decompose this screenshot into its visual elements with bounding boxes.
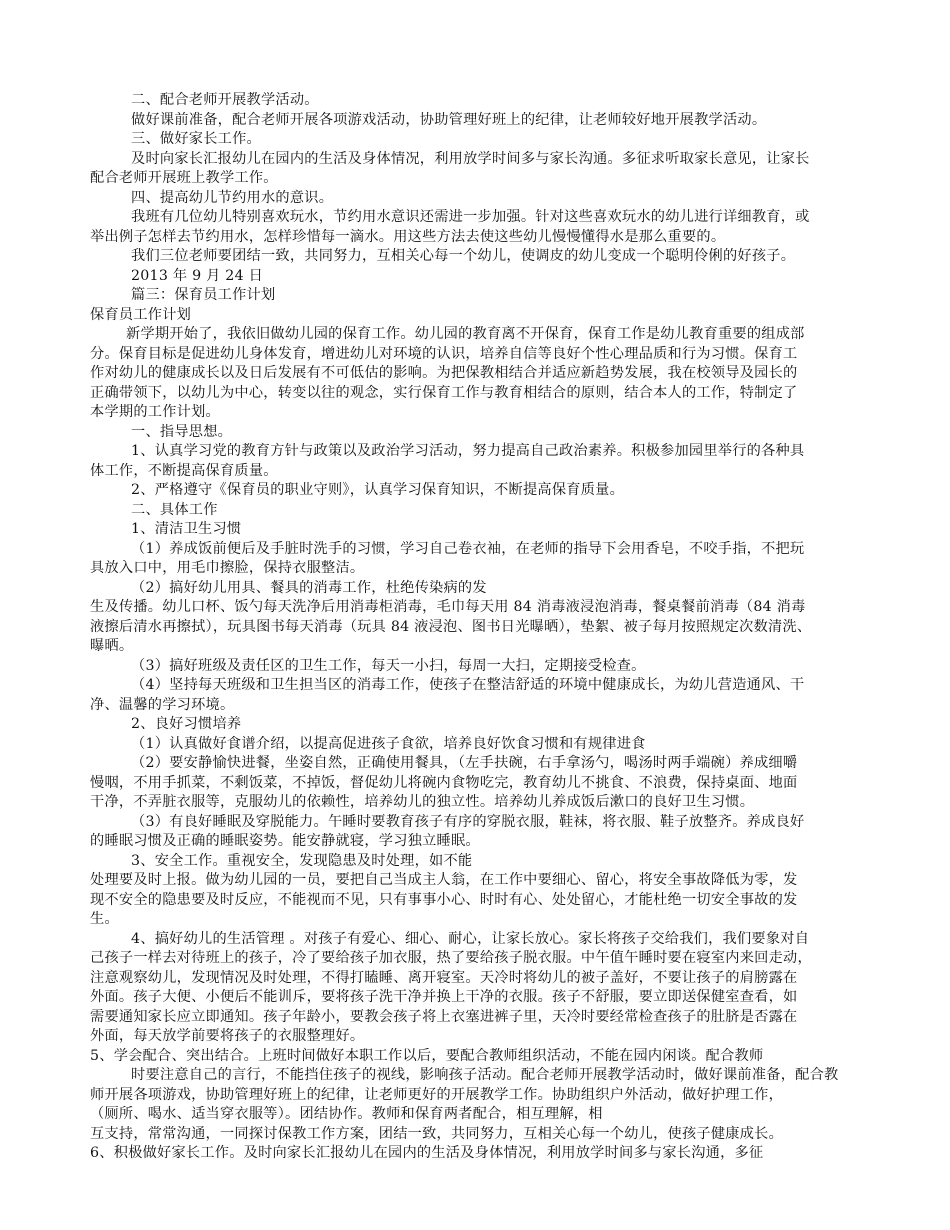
section-title: 篇三：保育员工作计划 bbox=[131, 287, 276, 303]
paragraph-line: 做好课前准备，配合老师开展各项游戏活动，协助管理好班上的纪律，让老师较好地开展教学活动。 bbox=[131, 112, 767, 128]
paragraph-line: 外面，每天放学前要将孩子的衣服整理好。 bbox=[90, 1028, 365, 1044]
paragraph-line: 及时向家长汇报幼儿在园内的生活及身体情况，利用放学时间多与家长沟通。多征求听取家长意见，让家长 bbox=[131, 151, 810, 167]
paragraph-line: 慢咽，不用手抓菜，不剩饭菜，不掉饭，督促幼儿将碗内食物吃完，教育幼儿不挑食、不浪费，保持桌面、地面 bbox=[90, 775, 798, 791]
paragraph-line: 具放入口中，用毛巾擦脸，保持衣服整洁。 bbox=[90, 560, 365, 576]
paragraph-line: 我们三位老师要团结一致，共同努力，互相关心每一个幼儿，使调皮的幼儿变成一个聪明伶俐的好孩子。 bbox=[131, 248, 796, 264]
paragraph-line: 生及传播。幼儿口杯、饭勺每天洗净后用消毒柜消毒，毛巾每天用 84 消毒液浸泡消毒，餐桌餐前消毒（84 消毒 bbox=[90, 599, 806, 615]
paragraph-line: 正确带领下，以幼儿为中心，转变以往的观念，实行保育工作与教育相结合的原则，结合本人的工作，特制定了 bbox=[90, 385, 798, 401]
paragraph-line: 处理要及时上报。做为幼儿园的一员，要把自己当成主人翁，在工作中要细心、留心，将安全事故降低为零，发 bbox=[90, 872, 798, 888]
paragraph-line: （1）认真做好食谱介绍，以提高促进孩子食欲，培养良好饮食习惯和有规律进食 bbox=[131, 736, 646, 752]
heading-water-saving: 四、提高幼儿节约用水的意识。 bbox=[131, 190, 334, 206]
date-line: 2013 年 9 月 24 日 bbox=[131, 268, 264, 284]
paragraph-line: 净、温馨的学习环境。 bbox=[90, 697, 235, 713]
document-title: 保育员工作计划 bbox=[90, 307, 192, 323]
paragraph-line: 曝晒。 bbox=[90, 638, 134, 654]
heading-specific-work: 二、具体工作 bbox=[131, 502, 218, 518]
paragraph-line: 需要通知家长应立即通知。孩子年龄小，要教会孩子将上衣塞进裤子里，天冷时要经常检查孩子的肚脐是否露在 bbox=[90, 1009, 798, 1025]
paragraph-line: 6、积极做好家长工作。及时向家长汇报幼儿在园内的生活及身体情况，利用放学时间多与家长沟通，多征 bbox=[90, 1145, 764, 1161]
paragraph-line: 生。 bbox=[90, 911, 119, 927]
paragraph-line: （3）有良好睡眠及穿脱能力。午睡时要教育孩子有序的穿脱衣服，鞋袜，将衣服、鞋子放整齐。养成良好 bbox=[131, 814, 805, 830]
paragraph-line: 己孩子一样去对待班上的孩子，冷了要给孩子加衣服，热了要给孩子脱衣服。中午值午睡时要在寝室内来回走动， bbox=[90, 950, 812, 966]
paragraph-line: 互支持，常常沟通，一同探讨保教工作方案，团结一致，共同努力，互相关心每一个幼儿，使孩子健康成长。 bbox=[90, 1126, 784, 1142]
paragraph-line: 2、严格遵守《保育员的职业守则》，认真学习保育知识，不断提高保育质量。 bbox=[131, 482, 625, 498]
paragraph-line: 我班有几位幼儿特别喜欢玩水，节约用水意识还需进一步加强。针对这些喜欢玩水的幼儿进行详细教育，或 bbox=[131, 209, 810, 225]
paragraph-line: （厕所、喝水、适当穿衣服等）。团结协作。教师和保育两者配合，相互理解，相 bbox=[90, 1106, 603, 1122]
paragraph-line: 的睡眠习惯及正确的睡眠姿势。能安静就寝，学习独立睡眠。 bbox=[90, 833, 480, 849]
paragraph-line: （2）搞好幼儿用具、餐具的消毒工作，杜绝传染病的发 bbox=[131, 580, 487, 596]
paragraph-line: 5、学会配合、突出结合。上班时间做好本职工作以后，要配合教师组织活动，不能在园内闲谈。配合教师 bbox=[90, 1048, 764, 1064]
paragraph-line: 现不安全的隐患要及时反应，不能视而不见，只有事事小心、时时有心、处处留心，才能杜绝一切安全事故的发 bbox=[90, 892, 798, 908]
paragraph-line: 分。保育目标是促进幼儿身体发育，增进幼儿对环境的认识，培养自信等良好个性心理品质和行为习惯。保育工 bbox=[90, 346, 798, 362]
subheading-safety: 3、安全工作。重视安全，发现隐患及时处理，如不能 bbox=[131, 853, 473, 869]
paragraph-line: 体工作，不断提高保育质量。 bbox=[90, 463, 278, 479]
paragraph-line: 4、搞好幼儿的生活管理 。对孩子有爱心、细心、耐心，让家长放心。家长将孩子交给我们，我们要象对自 bbox=[131, 931, 810, 947]
paragraph-line: （4）坚持每天班级和卫生担当区的消毒工作，使孩子在整洁舒适的环境中健康成长，为幼儿营造通风、干 bbox=[131, 677, 805, 693]
paragraph-line: 本学期的工作计划。 bbox=[90, 404, 220, 420]
paragraph-line: 外面。孩子大便、小便后不能训斥，要将孩子洗干净并换上干净的衣服。孩子不舒服，要立即送保健室查看，如 bbox=[90, 989, 798, 1005]
paragraph-line: 作对幼儿的健康成长以及日后发展有不可低估的影响。为把保教相结合并适应新趋势发展，我在校领导及园长的 bbox=[90, 365, 798, 381]
paragraph-line: 配合老师开展班上教学工作。 bbox=[90, 170, 278, 186]
heading-cooperate-teacher: 二、配合老师开展教学活动。 bbox=[131, 92, 319, 108]
paragraph-line: （2）要安静愉快进餐，坐姿自然，正确使用餐具，（左手扶碗，右手拿汤勺，喝汤时两手端碗）养成细嚼 bbox=[131, 755, 798, 771]
paragraph-line: 时要注意自己的言行，不能挡住孩子的视线，影响孩子活动。配合老师开展教学活动时，做好课前准备，配合教 bbox=[131, 1067, 839, 1083]
paragraph-line: （1）养成饭前便后及手脏时洗手的习惯，学习自己卷衣袖，在老师的指导下会用香皂，不咬手指，不把玩 bbox=[131, 541, 805, 557]
heading-guiding-ideology: 一、指导思想。 bbox=[131, 424, 233, 440]
subheading-habits: 2、良好习惯培养 bbox=[131, 716, 242, 732]
paragraph-line: 注意观察幼儿，发现情况及时处理，不得打瞌睡、离开寝室。天冷时将幼儿的被子盖好，不要让孩子的肩膀露在 bbox=[90, 970, 798, 986]
paragraph-line: 举出例子怎样去节约用水，怎样珍惜每一滴水。用这些方法去使这些幼儿慢慢懂得水是那么重要的。 bbox=[90, 229, 726, 245]
paragraph-line: 液擦后清水再擦拭），玩具图书每天消毒（玩具 84 液浸泡、图书日光曝晒），垫絮、被子每月按照规定次数清洗、 bbox=[90, 619, 812, 635]
paragraph-line: （3）搞好班级及责任区的卫生工作，每天一小扫，每周一大扫，定期接受检查。 bbox=[131, 658, 646, 674]
paragraph-line: 干净，不弄脏衣服等，克服幼儿的依赖性，培养幼儿的独立性。培养幼儿养成饭后漱口的良好卫生习惯。 bbox=[90, 794, 755, 810]
heading-parent-work: 三、做好家长工作。 bbox=[131, 131, 261, 147]
paragraph-line: 1、认真学习党的教育方针与政策以及政治学习活动，努力提高自己政治素养。积极参加园里举行的各种具 bbox=[131, 443, 805, 459]
paragraph-line: 师开展各项游戏，协助管理好班上的纪律，让老师更好的开展教学工作。协助组织户外活动，做好护理工作， bbox=[90, 1087, 784, 1103]
paragraph-line: 新学期开始了，我依旧做幼儿园的保育工作。幼儿园的教育离不开保育，保育工作是幼儿教育重要的组成部 bbox=[126, 326, 805, 342]
subheading-hygiene: 1、清洁卫生习惯 bbox=[131, 521, 242, 537]
